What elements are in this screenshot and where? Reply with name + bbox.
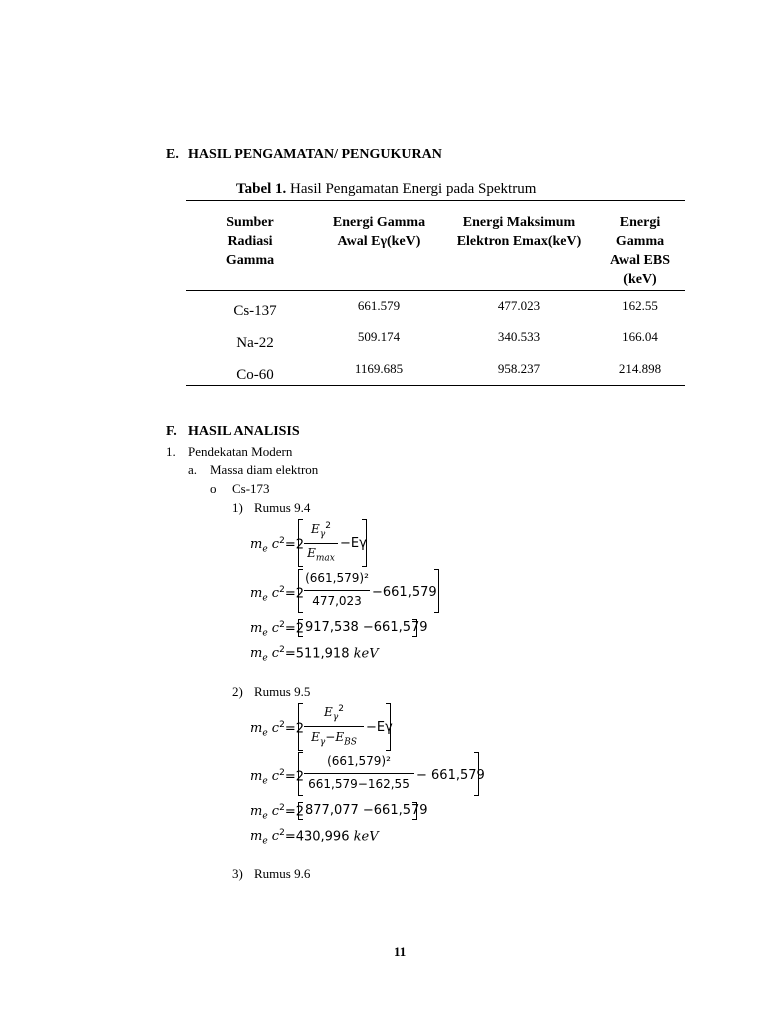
bracket-left bbox=[298, 519, 303, 567]
bracket-right bbox=[386, 703, 391, 751]
header-initial-gamma bbox=[316, 213, 442, 251]
list-number: 3) bbox=[232, 866, 243, 881]
section-e-title: HASIL PENGAMATAN/ PENGUKURAN bbox=[188, 147, 442, 162]
header-backscatter-line1: Energi bbox=[619, 215, 661, 230]
list-item: Massa diam elektron bbox=[210, 462, 319, 477]
formula-4-value: 511,918 bbox=[295, 646, 350, 662]
table-caption bbox=[236, 181, 536, 198]
list-number: 1) bbox=[232, 500, 243, 515]
bracket-right bbox=[412, 802, 417, 820]
table-cell: 958.237 bbox=[497, 361, 541, 376]
table-cell: Co-60 bbox=[236, 367, 274, 383]
bracket-right bbox=[362, 519, 367, 567]
header-source-line3: Gamma bbox=[225, 253, 275, 268]
formula-4: $m_e$ $c^2=511,918$ keV bbox=[250, 645, 379, 664]
bracket-right bbox=[474, 752, 479, 796]
section-f-letter: F. bbox=[166, 424, 177, 439]
page-number: 11 bbox=[394, 944, 407, 959]
header-backscatter-line2: Gamma bbox=[615, 234, 665, 249]
formula-5-lhs: $m_e$ $c^2=2$ bbox=[250, 720, 304, 739]
formula-1-denominator: $E_{max}$ bbox=[307, 546, 335, 564]
table-cell: 1169.685 bbox=[354, 361, 404, 376]
header-backscatter-line3: Awal EBS bbox=[609, 253, 671, 268]
fraction-bar bbox=[304, 726, 364, 727]
table-cell: 214.898 bbox=[618, 361, 662, 376]
list-item: Rumus 9.4 bbox=[254, 500, 311, 515]
formula-8-value: 430,996 bbox=[295, 829, 350, 845]
list-item: Cs-173 bbox=[232, 481, 270, 496]
formula-3-value: 917,538 −661,579 bbox=[305, 620, 428, 635]
header-source-line2: Radiasi bbox=[227, 234, 273, 249]
bracket-right bbox=[412, 619, 417, 637]
formula-2-denominator: 477,023 bbox=[312, 594, 362, 608]
header-max-electron-line2: Elektron Emax(keV) bbox=[456, 234, 582, 249]
table-bottom-rule bbox=[186, 385, 685, 386]
list-item: Rumus 9.6 bbox=[254, 866, 311, 881]
table-cell: 340.533 bbox=[497, 329, 541, 344]
bracket-left bbox=[298, 802, 303, 820]
bracket-left bbox=[298, 569, 303, 613]
header-max-electron-line1: Energi Maksimum bbox=[462, 215, 576, 230]
list-item: Pendekatan Modern bbox=[188, 444, 293, 459]
header-initial-gamma-line1: Energi Gamma bbox=[332, 215, 426, 230]
header-source-line1: Sumber bbox=[226, 215, 274, 230]
formula-2-numerator: (661,579)² bbox=[305, 571, 369, 585]
list-number: 1. bbox=[166, 444, 176, 459]
table-cell: 162.55 bbox=[622, 298, 658, 313]
header-max-electron bbox=[448, 213, 590, 251]
bullet: o bbox=[210, 481, 217, 496]
bracket-left bbox=[298, 619, 303, 637]
header-backscatter bbox=[600, 213, 680, 289]
table-cell: 509.174 bbox=[357, 329, 401, 344]
formula-1-rhs: −Eγ bbox=[340, 536, 367, 551]
formula-5-denominator: $E_\gamma-E_{BS}$ bbox=[311, 730, 357, 748]
formula-2-lhs: $m_e$ $c^2=2$ bbox=[250, 585, 304, 604]
formula-1-numerator: $E_\gamma^2$ bbox=[311, 521, 331, 540]
bracket-left bbox=[298, 752, 303, 796]
formula-5-rhs: −Eγ bbox=[366, 720, 393, 735]
header-source bbox=[200, 213, 300, 270]
table-caption-label: Tabel 1. bbox=[236, 181, 287, 197]
formula-5-numerator: $E_\gamma^2$ bbox=[324, 704, 344, 723]
fraction-bar bbox=[304, 590, 370, 591]
table-header-rule bbox=[186, 290, 685, 291]
formula-6-rhs: − 661,579 bbox=[416, 768, 485, 783]
formula-4-unit: keV bbox=[353, 646, 379, 662]
section-f-title: HASIL ANALISIS bbox=[188, 424, 300, 439]
table-top-rule bbox=[186, 200, 685, 201]
formula-8: $m_e$ $c^2=430,996$ keV bbox=[250, 828, 379, 847]
fraction-bar bbox=[304, 773, 414, 774]
table-cell: 661.579 bbox=[357, 298, 401, 313]
formula-8-unit: keV bbox=[353, 829, 379, 845]
header-initial-gamma-line2: Awal Eγ(keV) bbox=[337, 234, 421, 249]
formula-7-lhs: $m_e$ $c^2=2$ bbox=[250, 803, 304, 822]
formula-2-rhs: −661,579 bbox=[372, 585, 437, 600]
formula-6-numerator: (661,579)² bbox=[327, 754, 391, 768]
formula-7-value: 877,077 −661,579 bbox=[305, 803, 428, 818]
formula-3-lhs: $m_e$ $c^2=2$ bbox=[250, 620, 304, 639]
fraction-bar bbox=[304, 543, 338, 544]
list-letter: a. bbox=[188, 462, 198, 477]
table-caption-text: Hasil Pengamatan Energi pada Spektrum bbox=[286, 181, 537, 197]
header-backscatter-line4: (keV) bbox=[623, 272, 657, 287]
table-cell: Cs-137 bbox=[233, 303, 277, 319]
table-cell: 477.023 bbox=[497, 298, 541, 313]
bracket-left bbox=[298, 703, 303, 751]
formula-6-lhs: $m_e$ $c^2=2$ bbox=[250, 768, 304, 787]
section-e-letter: E. bbox=[166, 147, 179, 162]
table-cell: 166.04 bbox=[622, 329, 658, 344]
list-item: Rumus 9.5 bbox=[254, 684, 311, 699]
list-number: 2) bbox=[232, 684, 243, 699]
formula-6-denominator: 661,579−162,55 bbox=[308, 777, 410, 791]
formula-1-lhs: $m_e$ $c^2=2$ bbox=[250, 536, 304, 555]
bracket-right bbox=[434, 569, 439, 613]
table-cell: Na-22 bbox=[236, 335, 274, 351]
